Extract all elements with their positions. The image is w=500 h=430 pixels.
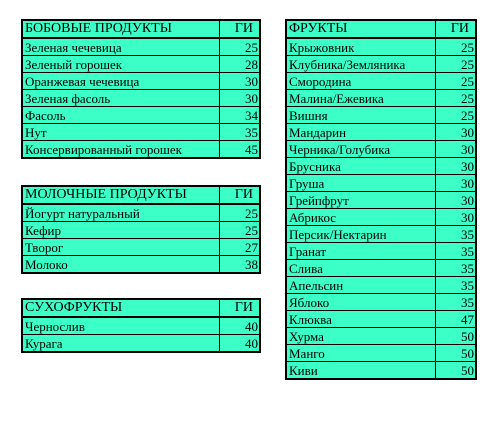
table-row: [286, 175, 476, 192]
product-name-cell: Мандарин: [286, 124, 436, 141]
dried-fruits-table: [21, 298, 261, 353]
table-row: [286, 226, 476, 243]
gi-value-cell: 47: [436, 311, 477, 328]
product-name-cell: Творог: [22, 239, 220, 256]
gi-value-cell: 40: [220, 317, 261, 335]
product-name-cell: Манго: [286, 345, 436, 362]
product-name-cell: Оранжевая чечевица: [22, 73, 220, 90]
table-row: [286, 38, 476, 56]
column-header-product: ФРУКТЫ: [286, 20, 436, 38]
table-row: [22, 141, 260, 159]
product-name-cell: Абрикос: [286, 209, 436, 226]
gi-value-cell: 30: [220, 73, 261, 90]
table-row: [22, 107, 260, 124]
table-row: [22, 222, 260, 239]
gi-value-cell: 50: [436, 362, 477, 380]
legumes-table: [21, 19, 261, 159]
gi-value-cell: 40: [220, 335, 261, 353]
product-name-cell: Яблоко: [286, 294, 436, 311]
product-name-cell: Брусника: [286, 158, 436, 175]
column-header-product: БОБОВЫЕ ПРОДУКТЫ: [22, 20, 220, 38]
table-row: [22, 204, 260, 222]
fruits-table: [285, 19, 477, 380]
product-name-cell: Зеленый горошек: [22, 56, 220, 73]
gi-value-cell: 25: [436, 73, 477, 90]
gi-value-cell: 35: [436, 243, 477, 260]
gi-value-cell: 30: [436, 158, 477, 175]
product-name-cell: Консервированный горошек: [22, 141, 220, 159]
product-name-cell: Киви: [286, 362, 436, 380]
table-row: [22, 256, 260, 274]
column-header-product: СУХОФРУКТЫ: [22, 299, 220, 317]
table-row: [286, 209, 476, 226]
gi-value-cell: 50: [436, 345, 477, 362]
product-name-cell: Груша: [286, 175, 436, 192]
table-row: [22, 335, 260, 353]
gi-value-cell: 25: [436, 107, 477, 124]
gi-value-cell: 30: [436, 175, 477, 192]
product-name-cell: Чернослив: [22, 317, 220, 335]
table-header-row: [22, 20, 260, 38]
product-name-cell: Фасоль: [22, 107, 220, 124]
product-name-cell: Молоко: [22, 256, 220, 274]
column-header-product: МОЛОЧНЫЕ ПРОДУКТЫ: [22, 186, 220, 204]
product-name-cell: Гранат: [286, 243, 436, 260]
column-header-gi: ГИ: [220, 299, 261, 317]
gi-value-cell: 30: [220, 90, 261, 107]
gi-value-cell: 35: [436, 294, 477, 311]
table-row: [286, 311, 476, 328]
product-name-cell: Персик/Нектарин: [286, 226, 436, 243]
table-row: [286, 192, 476, 209]
table-row: [22, 317, 260, 335]
table-row: [286, 328, 476, 345]
table-row: [286, 158, 476, 175]
column-header-gi: ГИ: [220, 186, 261, 204]
product-name-cell: Зеленая фасоль: [22, 90, 220, 107]
table-row: [286, 243, 476, 260]
table-row: [286, 107, 476, 124]
table-row: [286, 362, 476, 380]
table-row: [286, 90, 476, 107]
gi-value-cell: 25: [436, 56, 477, 73]
table-row: [286, 141, 476, 158]
column-header-gi: ГИ: [436, 20, 477, 38]
table-row: [286, 56, 476, 73]
product-name-cell: Вишня: [286, 107, 436, 124]
table-row: [22, 73, 260, 90]
table-row: [22, 56, 260, 73]
product-name-cell: Смородина: [286, 73, 436, 90]
gi-value-cell: 50: [436, 328, 477, 345]
gi-value-cell: 30: [436, 124, 477, 141]
product-name-cell: Нут: [22, 124, 220, 141]
column-header-gi: ГИ: [220, 20, 261, 38]
table-row: [22, 38, 260, 56]
table-row: [22, 90, 260, 107]
gi-value-cell: 38: [220, 256, 261, 274]
gi-value-cell: 30: [436, 141, 477, 158]
product-name-cell: Йогурт натуральный: [22, 204, 220, 222]
product-name-cell: Грейпфрут: [286, 192, 436, 209]
product-name-cell: Малина/Ежевика: [286, 90, 436, 107]
table-row: [286, 345, 476, 362]
gi-value-cell: 35: [436, 260, 477, 277]
gi-value-cell: 27: [220, 239, 261, 256]
gi-value-cell: 30: [436, 192, 477, 209]
table-row: [286, 124, 476, 141]
gi-value-cell: 25: [220, 38, 261, 56]
product-name-cell: Зеленая чечевица: [22, 38, 220, 56]
table-row: [22, 239, 260, 256]
gi-value-cell: 25: [220, 204, 261, 222]
gi-value-cell: 28: [220, 56, 261, 73]
table-row: [286, 294, 476, 311]
gi-value-cell: 45: [220, 141, 261, 159]
product-name-cell: Курага: [22, 335, 220, 353]
product-name-cell: Апельсин: [286, 277, 436, 294]
table-header-row: [286, 20, 476, 38]
table-row: [286, 73, 476, 90]
gi-value-cell: 34: [220, 107, 261, 124]
table-row: [22, 124, 260, 141]
product-name-cell: Клюква: [286, 311, 436, 328]
gi-value-cell: 25: [436, 90, 477, 107]
product-name-cell: Клубника/Земляника: [286, 56, 436, 73]
product-name-cell: Слива: [286, 260, 436, 277]
table-row: [286, 260, 476, 277]
table-row: [286, 277, 476, 294]
gi-value-cell: 35: [436, 277, 477, 294]
product-name-cell: Кефир: [22, 222, 220, 239]
product-name-cell: Хурма: [286, 328, 436, 345]
gi-value-cell: 35: [220, 124, 261, 141]
gi-value-cell: 35: [436, 226, 477, 243]
table-header-row: [22, 186, 260, 204]
gi-value-cell: 30: [436, 209, 477, 226]
gi-value-cell: 25: [436, 38, 477, 56]
product-name-cell: Крыжовник: [286, 38, 436, 56]
product-name-cell: Черника/Голубика: [286, 141, 436, 158]
table-header-row: [22, 299, 260, 317]
dairy-table: [21, 185, 261, 274]
gi-value-cell: 25: [220, 222, 261, 239]
